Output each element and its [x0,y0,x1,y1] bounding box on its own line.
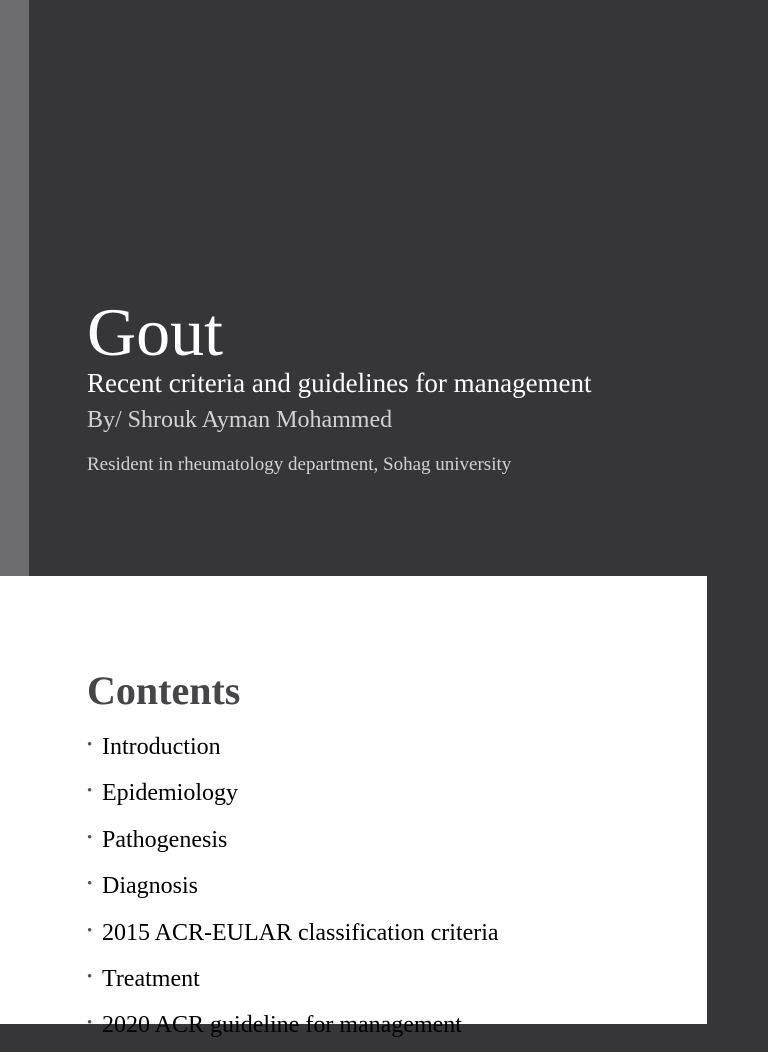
contents-slide [0,576,707,1039]
contents-list [87,727,499,1052]
bullet-icon: • [87,783,93,800]
author-line: By/ Shrouk Ayman Mohammed [87,407,393,433]
list-item [87,1005,499,1051]
slide-subtitle: Recent criteria and guidelines for management [87,368,592,398]
bullet-icon: • [87,829,93,846]
affiliation-line: Resident in rheumatology department, Sohag university [87,454,512,475]
slide-title: Gout [87,294,223,370]
list-item [87,959,499,1005]
list-item-label: 2015 ACR-EULAR classification criteria [102,919,499,946]
bullet-icon: • [87,1015,93,1032]
list-item [87,913,499,959]
bullet-icon: • [87,737,93,753]
list-item-label: Treatment [102,965,200,992]
list-item [87,866,499,912]
bullet-icon: • [87,876,93,893]
contents-heading: Contents [87,668,241,713]
list-item-label: Diagnosis [102,873,198,900]
list-item-label: Epidemiology [102,780,238,807]
list-item [87,820,499,866]
bullet-icon: • [87,922,93,939]
list-item-label: Introduction [102,734,221,760]
list-item [87,773,499,819]
list-item-label: 2020 ACR guideline for management [102,1012,462,1039]
list-item-label: Pathogenesis [102,826,228,853]
bullet-icon: • [87,968,93,985]
list-item [87,727,499,773]
